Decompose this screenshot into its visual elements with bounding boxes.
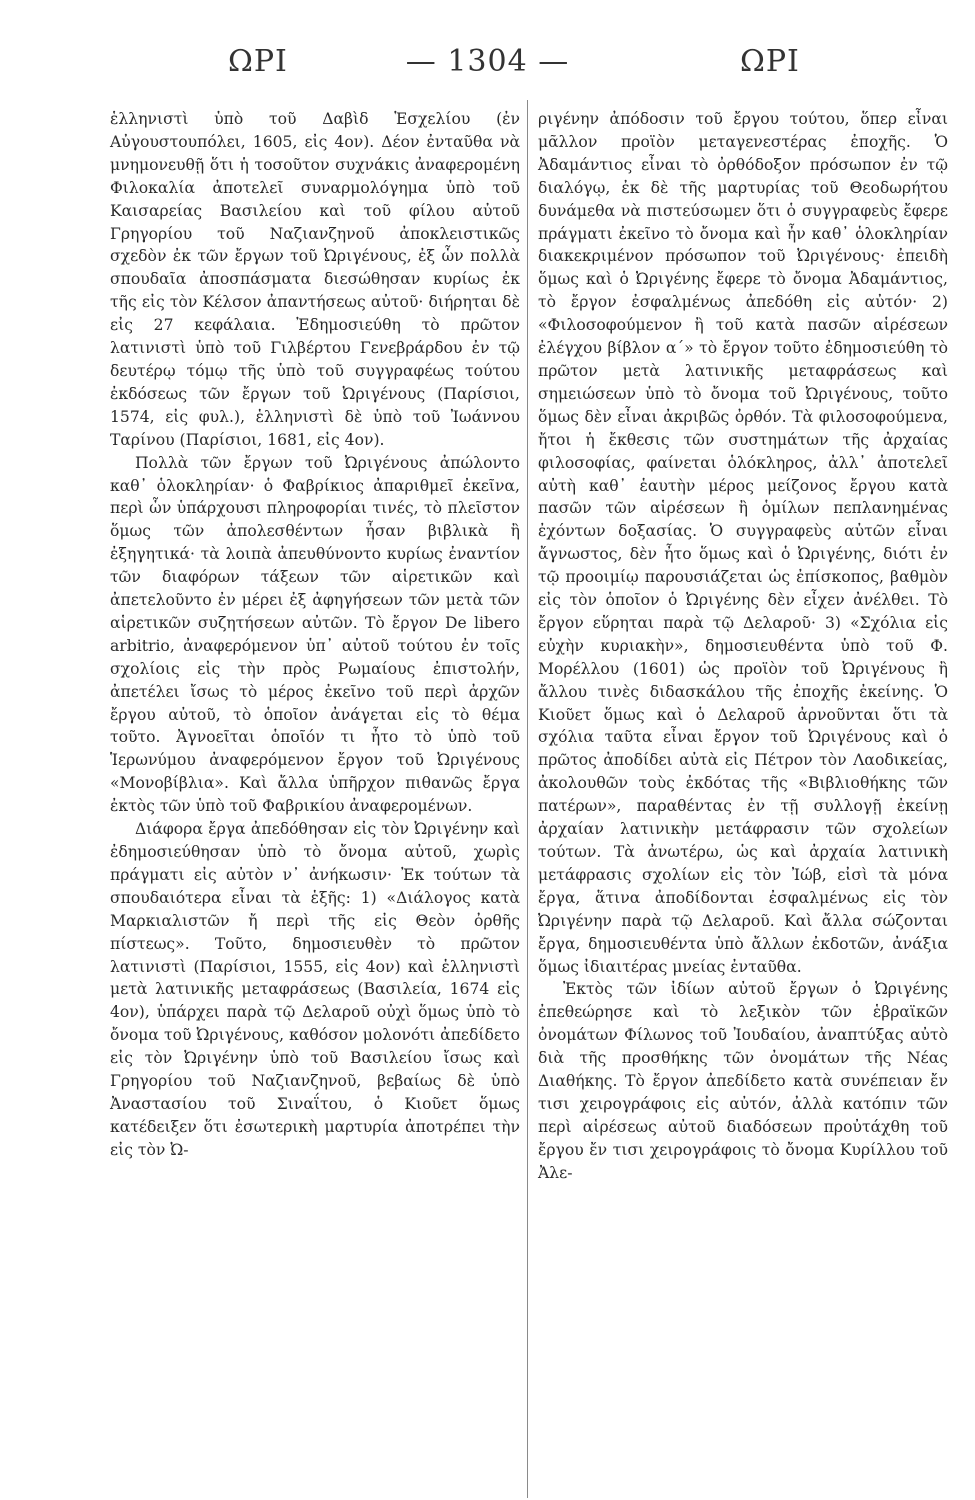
left-paragraph-3: Διάφορα ἔργα ἀπεδόθησαν εἰς τὸν Ὠριγένην καὶ ἐδημοσιεύθησαν ὑπὸ τὸ ὄνομα αὐτοῦ, χωρὶς πράγματι εἰς αὐτὸν ν᾽ ἀνήκωσιν· Ἐκ τούτων τὰ σπουδαιότερα εἶναι τὰ ἑξῆς: 1) «Διάλογος κατὰ Μαρκιαλιστῶν ἤ περὶ τῆς εἰς Θεὸν ὀρθῆς πίστεως». Τοῦτο, δημοσιευθὲν τὸ πρῶτον λατινιστὶ (Παρίσιοι, 1555, εἰς 4ον) καὶ ἑλληνιστὶ μετὰ λατινικῆς μεταφράσεως (Βασιλεία, 1674 εἰς 4ον), ὑπάρχει παρὰ τῷ Δελαροῦ οὐχὶ ὅμως ὑπὸ τὸ ὄνομα τοῦ Ὠριγένους, καθόσον μολονότι ἀπεδίδετο εἰς τὸν Ὠριγένην ὑπὸ τοῦ Βασιλείου ἴσως καὶ Γρηγορίου τοῦ Ναζιανζηνοῦ, βεβαίως δὲ ὑπὸ Ἀναστασίου τοῦ Σιναΐτου, ὁ Κιοῦετ ὅμως κατέδειξεν ὅτι ἐσωτερικὴ μαρτυρία ἀποτρέπει τὴν εἰς τὸν Ὠ- bbox=[110, 820, 520, 1159]
left-paragraph-2: Πολλὰ τῶν ἔργων τοῦ Ὠριγένους ἀπώλοντο καθ᾽ ὁλοκληρίαν· ὁ Φαβρίκιος ἀπαριθμεῖ ἐκεῖνα, περὶ ὧν ὑπάρχουσι πληροφορίαι τινές, τὸ πλεῖστον ὅμως τῶν ἀπολεσθέντων ἦσαν βιβλικὰ ἢ ἐξηγητικά· τὰ λοιπὰ ἀπευθύνοντο κυρίως ἐναντίον τῶν διαφόρων τάξεων τῶν αἱρετικῶν καὶ ἀπετελοῦντο ἐν μέρει ἐξ ἀφηγήσεων τῶν μετὰ τῶν αἱρετικῶν συζητήσεων αὐτῶν. Τὸ ἔργον De libero arbitrio, ἀναφερόμενον ὑπ᾽ αὐτοῦ τούτου ἐν τοῖς σχολίοις εἰς τὴν πρὸς Ρωμαίους ἐπιστολήν, ἀπετέλει ἴσως τὸ μέρος ἐκεῖνο τοῦ περὶ ἀρχῶν ἔργου αὐτοῦ, τὸ ὁποῖον ἀνάγεται εἰς τὸ θέμα τοῦτο. Ἀγνοεῖται ὁποῖόν τι ἦτο τὸ ὑπὸ τοῦ Ἱερωνύμου ἀναφερόμενον ἔργον τοῦ Ὠριγένους «Μονοβίβλια». Καὶ ἄλλα ὑπῆρχον πιθανῶς ἔργα ἐκτὸς τῶν ὑπὸ τοῦ Φαβρικίου ἀναφερομένων. bbox=[110, 453, 520, 816]
right-paragraph-1: ριγένην ἀπόδοσιν τοῦ ἔργου τούτου, ὅπερ εἶναι μᾶλλον προϊὸν μεταγενεστέρας ἐποχῆς. Ὁ Ἀδαμάντιος εἶναι τὸ ὀρθόδοξον πρόσωπον ἐν τῷ διαλόγῳ, ἐκ δὲ τῆς μαρτυρίας τοῦ Θεοδωρήτου δυνάμεθα νὰ πιστεύσωμεν ὅτι ὁ συγγραφεὺς ἔφερε πράγματι ἐκεῖνο τὸ ὄνομα καὶ ἦν καθ᾽ ὁλοκληρίαν διακεκριμένον πρόσωπον τοῦ Ὠριγένους· ἐπειδὴ ὅμως καὶ ὁ Ὠριγένης ἔφερε τὸ ὄνομα Ἀδαμάντιος, τὸ ἔργον ἐσφαλμένως ἀπεδόθη εἰς αὐτόν· 2) «Φιλοσοφούμενον ἢ τοῦ κατὰ πασῶν αἱρέσεων ἐλέγχου βίβλον α´» τὸ ἔργον τοῦτο ἐδημοσιεύθη τὸ πρῶτον μετὰ λατινικῆς μεταφράσεως καὶ σημειώσεων ὑπὸ τὸ ὄνομα τοῦ Ὠριγένους, τοῦτο ὅμως δὲν εἶναι ἀκριβῶς ὀρθόν. Τὰ φιλοσοφούμενα, ἤτοι ἡ ἔκθεσις τῶν συστημάτων τῆς ἀρχαίας φιλοσοφίας, φαίνεται ὁλόκληρος, ἀλλ᾽ ἀποτελεῖ αὐτὴ καθ᾽ ἑαυτὴν μέρος μείζονος ἔργου κατὰ πασῶν τῶν αἱρέσεων ἢ ὁμίλων πεπλανημένας ἐχόντων δοξασίας. Ὁ συγγραφεὺς αὐτῶν εἶναι ἄγνωστος, δὲν ἦτο ὅμως καὶ ὁ Ὠριγένης, διότι ἐν τῷ προοιμίῳ παρουσιάζεται ὡς ἐπίσκοπος, βαθμὸν εἰς τὸν ὁποῖον ὁ Ὠριγένης δὲν εἶχεν ἀνέλθει. Τὸ ἔργον εὕρηται παρὰ τῷ Δελαροῦ· 3) «Σχόλια εἰς εὐχὴν κυριακὴν», δημοσιευθέντα ὑπὸ τοῦ Φ. Μορέλλου (1601) ὡς προϊὸν τοῦ Ὠριγένους ἢ ἄλλου τινὲς διδασκάλου τῆς ἐποχῆς ἐκείνης. Ὁ Κιοῦετ ὅμως καὶ ὁ Δελαροῦ ἀρνοῦνται ὅτι τὰ σχόλια ταῦτα εἶναι ἔργον τοῦ Ὠριγένους καὶ ὁ πρῶτος ἀποδίδει αὐτὰ εἰς Πέτρον τὸν Λαοδικείας, ἀκολουθῶν τοὺς ἐκδότας τῆς «Βιβλιοθήκης τῶν πατέρων», παραθέντας ἐν τῇ συλλογῇ ἐκείνῃ ἀρχαίαν λατινικὴν μετάφρασιν τῶν σχολείων τούτων. Τὰ ἀνωτέρω, ὡς καὶ ἀρχαία λατινικὴ μετάφρασις σχολίων εἰς τὸν Ἰώβ, εἰσὶ τὰ μόνα ἔργα, ἅτινα ἀποδίδονται ἐσφαλμένως εἰς τὸν Ὠριγένην παρὰ τῷ Δελαροῦ. Καὶ ἄλλα σώζονται ἔργα, δημοσιευθέντα ὑπὸ ἄλλων ἐκδοτῶν, ἀνάξια ὅμως ἰδιαιτέρας μνείας ἐνταῦθα. bbox=[538, 110, 948, 976]
left-text-column bbox=[110, 108, 520, 1162]
right-paragraph-2: Ἐκτὸς τῶν ἰδίων αὐτοῦ ἔργων ὁ Ὠριγένης ἐπεθεώρησε καὶ τὸ λεξικὸν τῶν ἑβραϊκῶν ὀνομάτων Φίλωνος τοῦ Ἰουδαίου, ἀναπτύξας αὐτὸ διὰ τῆς προσθήκης τῶν ὀνομάτων τῆς Νέας Διαθήκης. Τὸ ἔργον ἀπεδίδετο κατὰ συνέπειαν ἔν τισι χειρογράφοις εἰς αὐτόν, ἀλλὰ κατόπιν τῶν περὶ αἱρέσεως αὐτοῦ διαδόσεων προὐτάχθη τοῦ ἔργου ἔν τισι χειρογράφοις τὸ ὄνομα Κυρίλλου τοῦ Ἀλε- bbox=[538, 980, 948, 1182]
column-divider bbox=[527, 100, 528, 1498]
right-text-column bbox=[538, 108, 948, 1185]
page-number: — 1304 — bbox=[405, 44, 570, 79]
header-left-word: ΩΡΙ bbox=[228, 44, 288, 79]
running-header bbox=[0, 38, 975, 94]
header-right-word: ΩΡΙ bbox=[740, 44, 800, 79]
left-paragraph-1: ἑλληνιστὶ ὑπὸ τοῦ Δαβὶδ Ἑσχελίου (ἐν Αὐγουστουπόλει, 1605, εἰς 4ον). Δέον ἐνταῦθα νὰ μνημονευθῇ ὅτι ἡ τοσοῦτον συχνάκις ἀναφερομένη Φιλοκαλία ἀποτελεῖ συναρμολόγημα ὑπὸ τοῦ Καισαρείας Βασιλείου καὶ τοῦ φίλου αὐτοῦ Γρηγορίου τοῦ Ναζιανζηνοῦ ἀποκλειστικῶς σχεδὸν ἐκ τῶν ἔργων τοῦ Ὠριγένους, ἐξ ὧν πολλὰ σπουδαῖα ἀποσπάσματα διεσώθησαν κυρίως ἐκ τῆς εἰς τὸν Κέλσον ἀπαντήσεως αὐτοῦ· διήρηται δὲ εἰς 27 κεφάλαια. Ἐδημοσιεύθη τὸ πρῶτον λατινιστὶ ὑπὸ τοῦ Γιλβέρτου Γενεβράρδου ἐν τῷ δευτέρῳ τόμῳ τῆς ὑπὸ τοῦ συγγραφέως τούτου ἐκδόσεως τῶν ἔργων τοῦ Ὠριγένους (Παρίσιοι, 1574, εἰς φυλ.), ἑλληνιστὶ δὲ ὑπὸ τοῦ Ἰωάννου Ταρίνου (Παρίσιοι, 1681, εἰς 4ον). bbox=[110, 110, 520, 449]
